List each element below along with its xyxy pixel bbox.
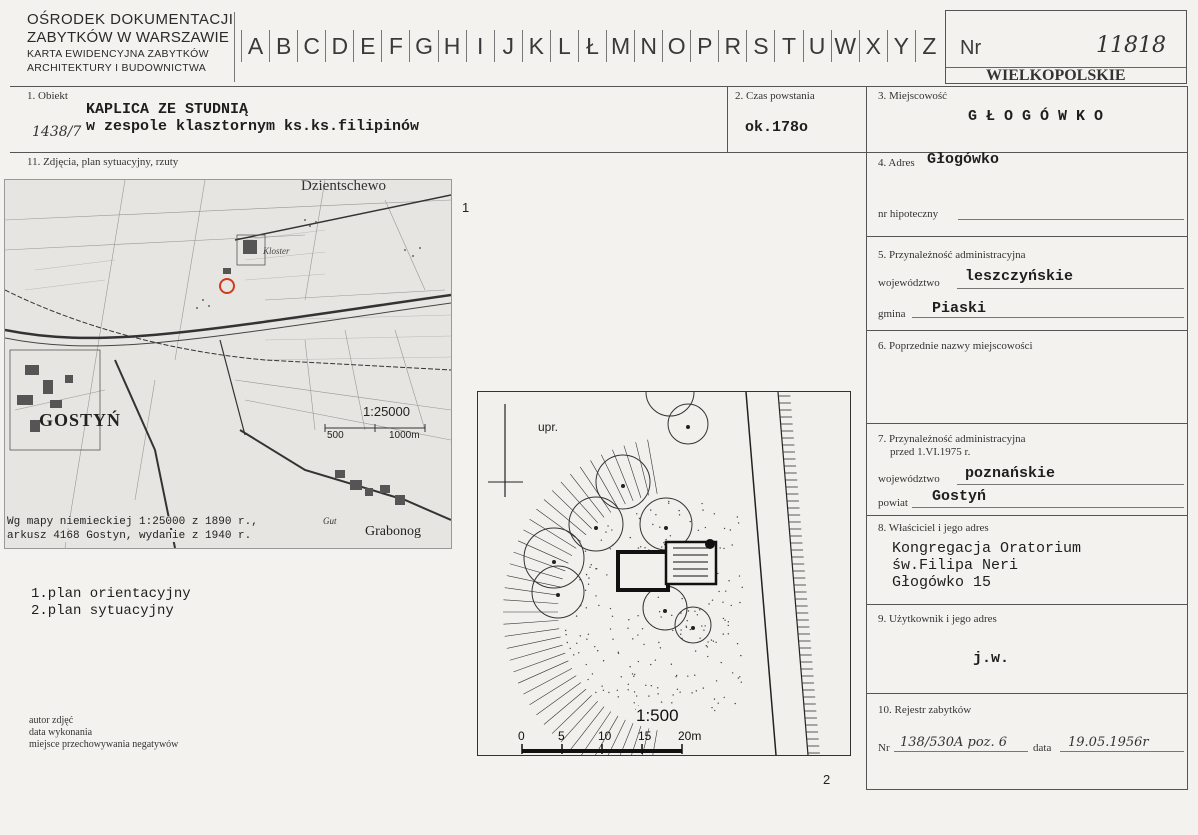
alphabet-letter: E: [353, 30, 381, 62]
record-number-box: [945, 10, 1187, 84]
czas-value: ok.178o: [745, 119, 809, 136]
obiekt-label: 1. Obiekt: [27, 90, 68, 102]
woj-line: [957, 288, 1184, 289]
alphabet-letter: G: [409, 30, 437, 62]
plan-scale-tick: 0: [518, 729, 525, 743]
woj75-value: poznańskie: [965, 465, 1056, 482]
czas-label: 2. Czas powstania: [735, 90, 815, 102]
alphabet-letter: P: [690, 30, 718, 62]
wlasciciel-line-1: Kongregacja Oratorium: [892, 540, 1082, 557]
alphabet-letter: F: [381, 30, 409, 62]
rejestr-nr-label: Nr: [878, 742, 890, 754]
uzytkownik-value: j.w.: [973, 650, 1010, 667]
obiekt-margin-note: 1438/7: [32, 124, 82, 140]
obiekt-line-1: KAPLICA ZE STUDNIĄ: [86, 101, 249, 118]
footer-autor: autor zdjęć: [29, 715, 74, 726]
org-line-2: ZABYTKÓW W WARSZAWIE: [27, 29, 230, 46]
alphabet-letter: H: [438, 30, 466, 62]
rule-r4: [866, 236, 1188, 237]
przyn75-label-1: 7. Przynależność administracyjna: [878, 433, 1026, 445]
przyn75-label-2: przed 1.VI.1975 r.: [890, 446, 971, 458]
map-caption-1: Wg mapy niemieckiej 1:25000 z 1890 r.,: [7, 516, 258, 528]
org-line-3: KARTA EWIDENCYJNA ZABYTKÓW: [27, 48, 209, 60]
map-label-dzientschewo: Dzientschewo: [301, 179, 386, 194]
alphabet-letter: A: [241, 30, 269, 62]
map-label-gostyn: GOSTYŃ: [39, 410, 122, 430]
woj75-line: [957, 484, 1184, 485]
przyn-label: 5. Przynależność administracyjna: [878, 249, 1026, 261]
miejscowosc-label: 3. Miejscowość: [878, 90, 948, 102]
adres-value: Głogówko: [927, 151, 1000, 168]
alphabet-letter: O: [662, 30, 690, 62]
rule-v2: [866, 86, 867, 790]
hipoteczny-line: [958, 219, 1184, 220]
nr-label: Nr: [960, 37, 982, 59]
powiat-value: Gostyń: [932, 488, 987, 505]
wlasciciel-label: 8. Właściciel i jego adres: [878, 522, 989, 534]
plan-scale-tick: 15: [638, 729, 652, 743]
rule-right: [1187, 86, 1188, 790]
alphabet-letter: T: [774, 30, 802, 62]
map-label-kloster: Kloster: [263, 246, 290, 256]
rejestr-data-value: 19.05.1956r: [1068, 735, 1149, 750]
rule-row1: [10, 152, 1188, 153]
legend-2: 2.plan sytuacyjny: [31, 603, 174, 619]
gmina-line: [912, 317, 1184, 318]
gmina-label: gmina: [878, 308, 906, 320]
rejestr-label: 10. Rejestr zabytków: [878, 704, 972, 716]
record-number: 11818: [1096, 33, 1166, 58]
powiat-line: [912, 507, 1184, 508]
plan-number: 2: [823, 772, 831, 787]
alphabet-letter: B: [269, 30, 297, 62]
alphabet-letter: W: [831, 30, 859, 62]
rejestr-data-line: [1060, 751, 1184, 752]
map-scale-500: 500: [327, 430, 344, 441]
alphabet-letter: J: [494, 30, 522, 62]
alphabet-index: [241, 30, 943, 62]
site-plan-drawing: [478, 392, 850, 755]
plan-label-upr: upr.: [538, 420, 559, 434]
alphabet-letter: Z: [915, 30, 943, 62]
site-plan: [477, 391, 851, 756]
rule-r7: [866, 515, 1188, 516]
map-scale: 1:25000: [363, 404, 410, 419]
rule-r5: [866, 330, 1188, 331]
rule-r6: [866, 423, 1188, 424]
org-line-1: OŚRODEK DOKUMENTACJI: [27, 11, 234, 28]
alphabet-letter: C: [297, 30, 325, 62]
obiekt-line-2: w zespole klasztornym ks.ks.filipinów: [86, 118, 420, 135]
footer-miejsce: miejsce przechowywania negatywów: [29, 739, 179, 750]
powiat-label: powiat: [878, 497, 908, 509]
orientation-map: [4, 179, 452, 549]
org-line-4: ARCHITEKTURY I BUDOWNICTWA: [27, 61, 207, 74]
alphabet-letter: M: [606, 30, 634, 62]
miejscowosc-value: G Ł O G Ó W K O: [968, 108, 1104, 125]
rule-r8: [866, 604, 1188, 605]
alphabet-letter: D: [325, 30, 353, 62]
map-scale-1000: 1000m: [389, 430, 420, 441]
map-drawing: [5, 180, 451, 548]
map-label-grabonog: Grabonog: [365, 524, 421, 539]
uzytkownik-label: 9. Użytkownik i jego adres: [878, 613, 997, 625]
poprzednie-label: 6. Poprzednie nazwy miejscowości: [878, 340, 1033, 352]
alphabet-letter: I: [466, 30, 494, 62]
alphabet-letter: U: [803, 30, 831, 62]
region-stamp: WIELKOPOLSKIE: [986, 67, 1126, 84]
plan-scale-ticks: [518, 729, 702, 745]
rejestr-nr-value: 138/530A poz. 6: [900, 735, 1008, 750]
wlasciciel-line-3: Głogówko 15: [892, 574, 992, 591]
alphabet-letter: Y: [887, 30, 915, 62]
adres-label: 4. Adres: [878, 157, 915, 169]
institution-header: [27, 12, 233, 73]
rejestr-data-label: data: [1033, 742, 1052, 754]
rejestr-nr-line: [894, 751, 1028, 752]
rule-bottom: [866, 789, 1188, 790]
alphabet-letter: S: [746, 30, 774, 62]
alphabet-letter: N: [634, 30, 662, 62]
alphabet-letter: R: [718, 30, 746, 62]
plan-scale-tick: 5: [558, 729, 565, 743]
rule-r9: [866, 693, 1188, 694]
woj-label: województwo: [878, 277, 940, 289]
plan-scale-tick: 10: [598, 729, 612, 743]
map-label-gut: Gut: [323, 516, 337, 526]
header-divider: [234, 12, 235, 82]
zdjecia-label: 11. Zdjęcia, plan sytuacyjny, rzuty: [27, 156, 179, 168]
hipoteczny-label: nr hipoteczny: [878, 208, 939, 220]
woj-value: leszczyńskie: [965, 268, 1074, 285]
alphabet-letter: Ł: [578, 30, 606, 62]
map-caption-2: arkusz 4168 Gostyn, wydanie z 1940 r.: [7, 530, 252, 542]
footer-data: data wykonania: [29, 727, 93, 738]
alphabet-letter: K: [522, 30, 550, 62]
map-number: 1: [462, 200, 470, 215]
alphabet-letter: X: [859, 30, 887, 62]
plan-scale-tick: 20m: [678, 729, 702, 743]
plan-scale: 1:500: [636, 706, 679, 725]
wlasciciel-line-2: św.Filipa Neri: [892, 557, 1019, 574]
gmina-value: Piaski: [932, 300, 987, 317]
rule-top: [10, 86, 1188, 87]
woj75-label: województwo: [878, 473, 940, 485]
alphabet-letter: L: [550, 30, 578, 62]
rule-v1: [727, 86, 728, 152]
legend-1: 1.plan orientacyjny: [31, 586, 191, 602]
